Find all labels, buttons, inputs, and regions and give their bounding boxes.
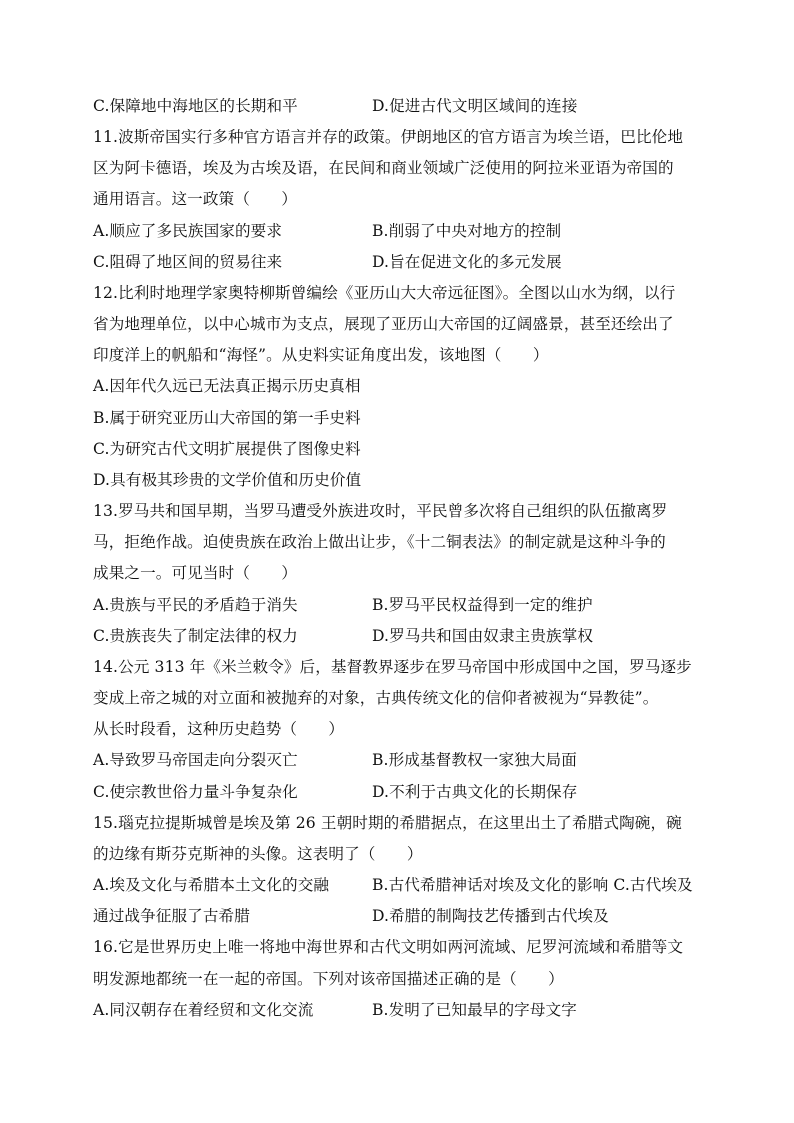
option-d: D.促进古代文明区域间的连接	[372, 97, 578, 115]
q12-option-a: A.因年代久远已无法真正揭示历史真相	[93, 377, 361, 395]
q13-options-cd	[93, 626, 703, 646]
q10-options-cd	[93, 96, 703, 116]
option-c: C.保障地中海地区的长期和平	[93, 97, 298, 115]
q12-stem-line-1: 12.比利时地理学家奥特柳斯曾编绘《亚历山大大帝远征图》。全图以山水为纲，以行	[93, 284, 676, 302]
q12-stem-line-2: 省为地理单位，以中心城市为支点，展现了亚历山大帝国的辽阔盛景，甚至还绘出了	[93, 315, 674, 333]
q13-stem-line-1: 13.罗马共和国早期，当罗马遭受外族进攻时，平民曾多次将自己组织的队伍撤离罗	[93, 502, 668, 520]
q11-stem-line-2: 区为阿卡德语，埃及为古埃及语，在民间和商业领域广泛使用的阿拉米亚语为帝国的	[93, 159, 674, 177]
option-b-and-c: B.古代希腊神话对埃及文化的影响 C.古代埃及	[372, 876, 693, 894]
option-a: A.贵族与平民的矛盾趋于消失	[93, 596, 298, 614]
option-d: D.不利于古典文化的长期保存	[372, 783, 578, 801]
q11-stem-line-1: 11.波斯帝国实行多种官方语言并存的政策。伊朗地区的官方语言为埃兰语，巴比伦地	[93, 128, 684, 146]
option-c: C.贵族丧失了制定法律的权力	[93, 627, 298, 645]
q14-stem-line-2: 变成上帝之城的对立面和被抛弃的对象，古典传统文化的信仰者被视为“异教徒”。	[93, 689, 659, 707]
q13-stem-line-2: 马，拒绝作战。迫使贵族在政治上做出让步，《十二铜表法》的制定就是这种斗争的	[93, 533, 666, 551]
option-b: B.形成基督教权一家独大局面	[372, 751, 577, 769]
q11-stem-line-3: 通用语言。这一政策（ ）	[93, 190, 298, 208]
q14-options-cd	[93, 782, 703, 802]
q14-stem-line-1: 14.公元 313 年《米兰敕令》后，基督教界逐步在罗马帝国中形成国中之国，罗马逐步	[93, 658, 692, 676]
option-a: A.顺应了多民族国家的要求	[93, 222, 283, 240]
q11-options-cd	[93, 252, 703, 272]
q12-stem-line-3: 印度洋上的帆船和“海怪”。从史料实证角度出发，该地图（ ）	[93, 346, 549, 364]
q12-option-b: B.属于研究亚历山大帝国的第一手史料	[93, 409, 361, 427]
q15-options-cd	[93, 906, 703, 926]
q11-options-ab	[93, 221, 703, 241]
option-c: C.使宗教世俗力量斗争复杂化	[93, 783, 298, 801]
q12-option-d: D.具有极其珍贵的文学价值和历史价值	[93, 471, 362, 489]
option-d: D.旨在促进文化的多元发展	[372, 253, 562, 271]
q14-options-ab	[93, 750, 703, 770]
option-a: A.同汉朝存在着经贸和文化交流	[93, 1001, 314, 1019]
q13-stem-line-3: 成果之一。可见当时（ ）	[93, 564, 298, 582]
q13-options-ab	[93, 595, 703, 615]
option-d: D.希腊的制陶技艺传播到古代埃及	[372, 907, 609, 925]
q14-stem-line-3: 从长时段看，这种历史趋势（ ）	[93, 720, 345, 738]
q15-stem-line-1: 15.瑙克拉提斯城曾是埃及第 26 王朝时期的希腊据点，在这里出土了希腊式陶碗，碗	[93, 814, 682, 832]
q15-options-abc	[93, 875, 703, 895]
q16-stem-line-1: 16.它是世界历史上唯一将地中海世界和古代文明如两河流域、尼罗河流域和希腊等文	[93, 938, 684, 956]
option-c: C.阻碍了地区间的贸易往来	[93, 253, 283, 271]
option-a: A.导致罗马帝国走向分裂灭亡	[93, 751, 298, 769]
option-b: B.削弱了中央对地方的控制	[372, 222, 562, 240]
option-b: B.罗马平民权益得到一定的维护	[372, 596, 593, 614]
q16-options-ab	[93, 1000, 703, 1020]
q15-stem-line-2: 的边缘有斯芬克斯神的头像。这表明了（ ）	[93, 845, 423, 863]
option-c-continued: 通过战争征服了古希腊	[93, 907, 250, 925]
q12-option-c: C.为研究古代文明扩展提供了图像史料	[93, 440, 361, 458]
option-b: B.发明了已知最早的字母文字	[372, 1001, 577, 1019]
q16-stem-line-2: 明发源地都统一在一起的帝国。下列对该帝国描述正确的是（ ）	[93, 970, 564, 988]
option-a: A.埃及文化与希腊本土文化的交融	[93, 876, 330, 894]
option-d: D.罗马共和国由奴隶主贵族掌权	[372, 627, 594, 645]
